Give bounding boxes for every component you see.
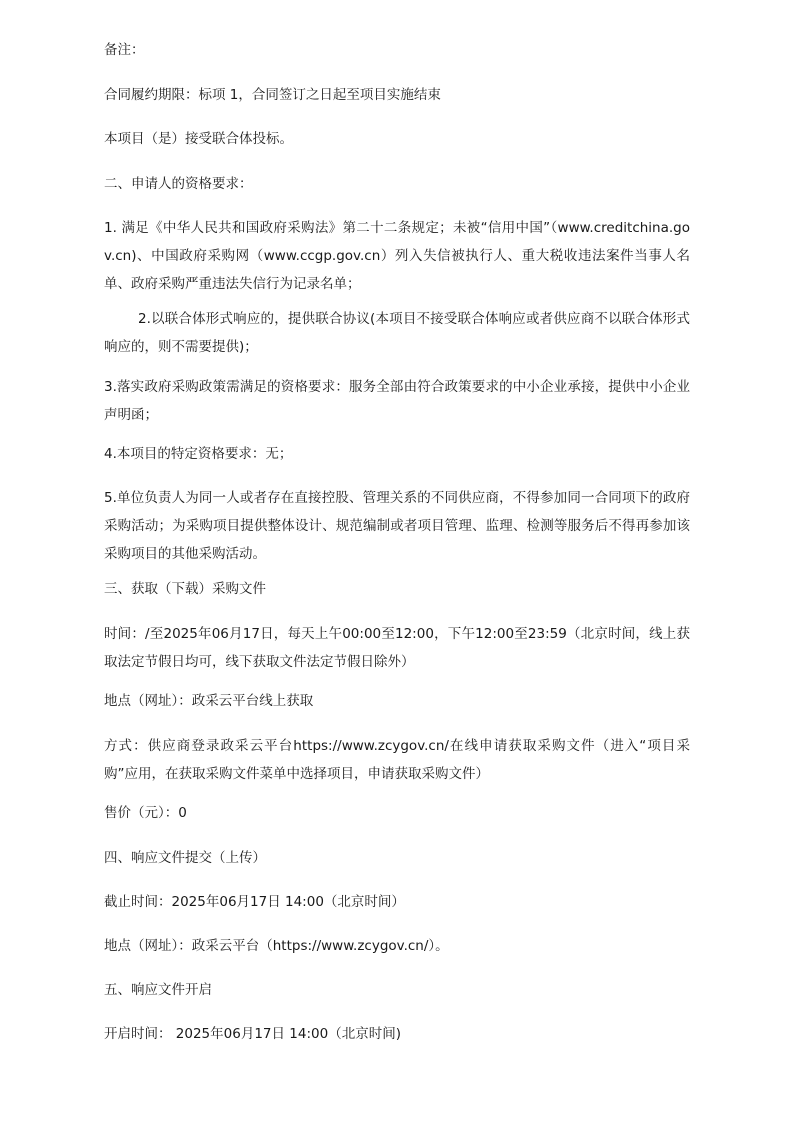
consortium-note: 本项目（是）接受联合体投标。 xyxy=(104,131,293,147)
submission-location: 地点（网址）：政采云平台（https://www.zcygov.cn/）。 xyxy=(104,938,449,954)
section-4-heading: 四、响应文件提交（上传） xyxy=(104,850,266,866)
acquire-method: 方式：供应商登录政采云平台https://www.zcygov.cn/在线申请获取采购文件（进入“项目采购”应用，在获取采购文件菜单中选择项目，申请获取采购文件） xyxy=(104,738,690,782)
acquire-location: 地点（网址）：政采云平台线上获取 xyxy=(104,693,314,709)
contract-term: 合同履约期限：标项 1，合同签订之日起至项目实施结束 xyxy=(104,87,441,103)
remarks-label: 备注： xyxy=(104,42,145,58)
acquire-time: 时间：/至2025年06月17日，每天上午00:00至12:00，下午12:00至23:59（北京时间，线上获取法定节假日均可，线下获取文件法定节假日除外） xyxy=(104,626,690,670)
requirement-4: 4.本项目的特定资格要求：无； xyxy=(104,446,293,462)
requirement-5: 5.单位负责人为同一人或者存在直接控股、管理关系的不同供应商，不得参加同一合同项下的政府采购活动；为采购项目提供整体设计、规范编制或者项目管理、监理、检测等服务后不得再参加该采购项目的其他采购活动。 xyxy=(104,490,690,562)
section-3-heading: 三、获取（下载）采购文件 xyxy=(104,581,266,597)
section-2-heading: 二、申请人的资格要求： xyxy=(104,176,253,192)
opening-time: 开启时间： 2025年06月17日 14:00（北京时间) xyxy=(104,1026,401,1042)
requirement-3: 3.落实政府采购政策需满足的资格要求：服务全部由符合政策要求的中小企业承接，提供中小企业声明函； xyxy=(104,379,690,423)
price: 售价（元）：0 xyxy=(104,805,187,821)
requirement-2: 2.以联合体形式响应的，提供联合协议(本项目不接受联合体响应或者供应商不以联合体形式响应的，则不需要提供)； xyxy=(104,311,690,355)
submission-deadline: 截止时间：2025年06月17日 14:00（北京时间） xyxy=(104,894,405,910)
requirement-1: 1. 满足《中华人民共和国政府采购法》第二十二条规定；未被“信用中国”（www.creditchina.gov.cn)、中国政府采购网（www.ccgp.gov.cn）列入失信被执行人、重大税收违法案件当事人名单、政府采购严重违法失信行为记录名单； xyxy=(104,220,690,292)
section-5-heading: 五、响应文件开启 xyxy=(104,982,212,998)
